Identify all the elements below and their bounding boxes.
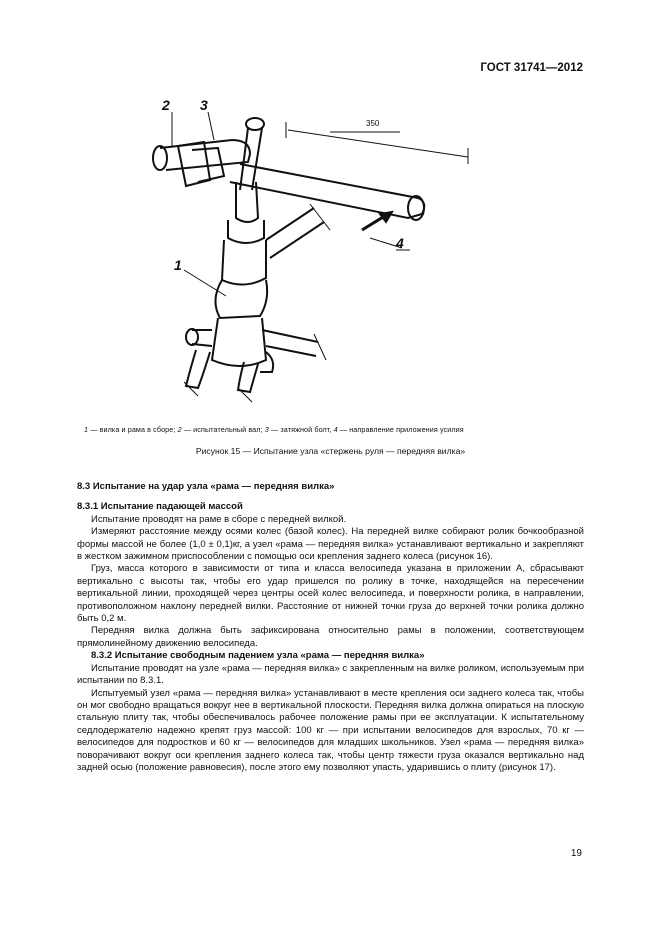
callout-2: 2 bbox=[162, 97, 170, 113]
dimension-label: 350 bbox=[366, 119, 380, 128]
paragraph: Испытуемый узел «рама — передняя вилка» устанавливают в месте крепления оси заднего колеса так, чтобы он мог свободно вращаться вокруг нее в вертикальной плоскости. Передняя вилка должна опираться на плоскую стальную плиту так, чтобы обеспечивалось рабочее положение рамы при ее эксплуатации. К испытательному седлодержателю надежно крепят груз массой: 100 кг — при испытании велосипедов для взрослых, 70 кг — велосипедов для подростков и 60 кг — велосипедов для младших школьников. Узел «рама — передняя вилка» поворачивают вокруг оси крепления заднего колеса так, чтобы центр тяжести груза оказался вертикально над задней осью (положение равновесия), после этого ему позволяют упасть, ударившись о плиту (рисунок 17). bbox=[77, 687, 584, 773]
section-title: 8.3 Испытание на удар узла «рама — передняя вилка» bbox=[77, 481, 335, 492]
callout-1: 1 bbox=[174, 257, 182, 273]
subsection-title-1: 8.3.1 Испытание падающей массой bbox=[77, 501, 243, 513]
document-header: ГОСТ 31741—2012 bbox=[480, 62, 583, 74]
paragraph: Испытание проводят на узле «рама — передняя вилка» с закрепленным на вилке роликом, используемым при испытании по 8.3.1. bbox=[77, 662, 584, 687]
paragraph: Передняя вилка должна быть зафиксирована относительно рамы в положении, соответствующем прямолинейному движению велосипеда. bbox=[77, 625, 584, 649]
callout-3: 3 bbox=[200, 97, 208, 113]
document-body bbox=[77, 481, 584, 774]
subsection-title-2: 8.3.2 Испытание свободным падением узла «рама — передняя вилка» bbox=[91, 650, 425, 662]
test-rig-drawing bbox=[100, 90, 530, 410]
callout-4: 4 bbox=[396, 235, 404, 251]
paragraph: Измеряют расстояние между осями колес (базой колес). На передней вилке собирают ролик бочкообразной формы массой не более (1,0 ± 0,1)кг, а узел «рама — передняя вилка» устанавливают вертикально и закрепляют в жестком зажимном приспособлении с помощью оси крепления заднего колеса (рисунок 16). bbox=[77, 526, 584, 563]
paragraph: Испытание проводят на раме в сборе с передней вилкой. bbox=[91, 513, 347, 525]
paragraph: Груз, масса которого в зависимости от типа и класса велосипеда указана в приложении А, сбрасывают вертикально с высоты так, чтобы его удар пришелся по ролику в точке, находящейся на пересечении вертикальной линии, проходящей через центры осей колес велосипеда, и поверхности ролика, в направлении, противоположном наклону передней вилки. Расстояние от нижней точки груза до верхней точки ролика должно быть 0,2 м. bbox=[77, 563, 584, 625]
figure-legend: 1 — вилка и рама в сборе; 2 — испытательный вал; 3 — затяжной болт, 4 — направление приложения усилия bbox=[84, 425, 464, 434]
page-number: 19 bbox=[570, 848, 582, 859]
figure-caption: Рисунок 15 — Испытание узла «стержень руля — передняя вилка» bbox=[195, 446, 466, 456]
